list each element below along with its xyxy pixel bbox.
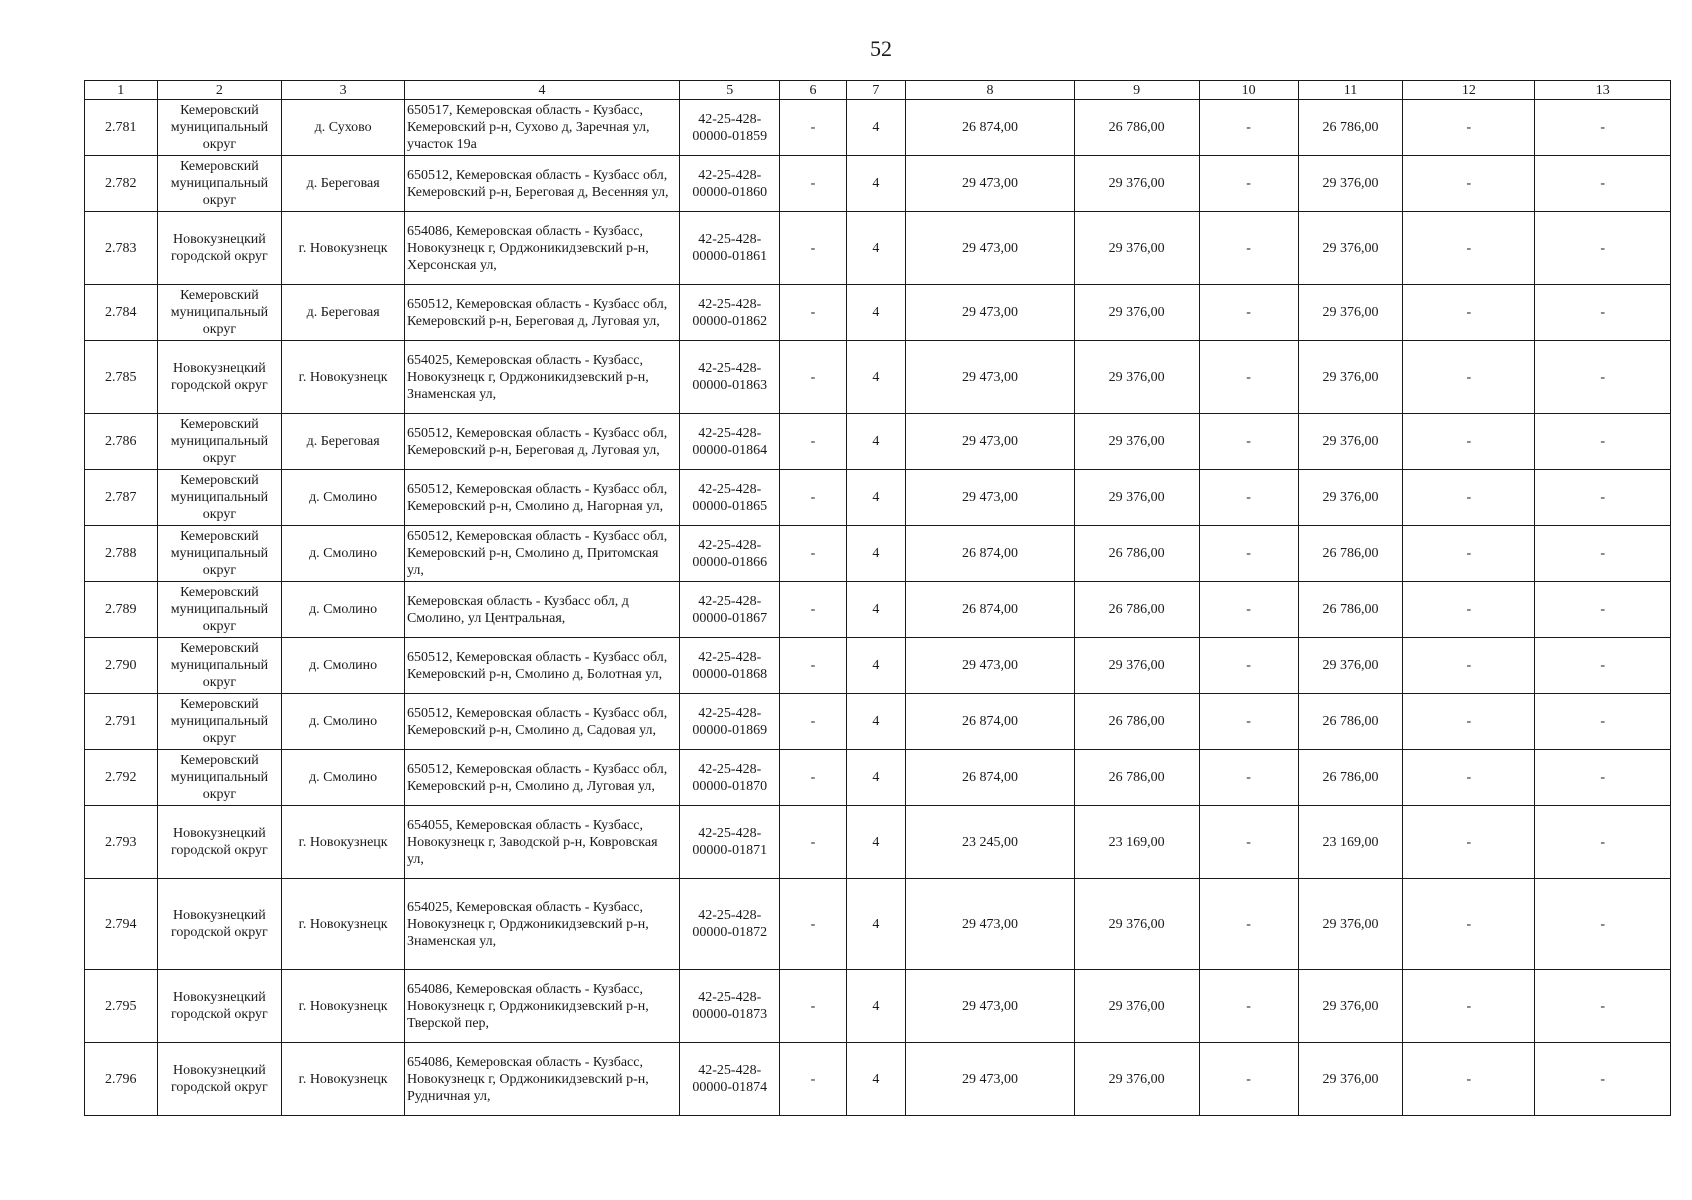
col13-cell: - — [1535, 470, 1671, 526]
col7-cell: 4 — [846, 212, 906, 285]
col6-cell: - — [780, 638, 846, 694]
col9-value-cell: 29 376,00 — [1074, 341, 1199, 414]
col10-cell: - — [1199, 806, 1298, 879]
locality-cell: д. Смолино — [282, 750, 405, 806]
row-number-cell: 2.785 — [85, 341, 158, 414]
row-number-cell: 2.788 — [85, 526, 158, 582]
col7-cell: 4 — [846, 879, 906, 970]
col11-value-cell: 29 376,00 — [1298, 970, 1403, 1043]
col7-cell: 4 — [846, 638, 906, 694]
col10-cell: - — [1199, 638, 1298, 694]
col13-cell: - — [1535, 806, 1671, 879]
row-number-cell: 2.791 — [85, 694, 158, 750]
col11-value-cell: 26 786,00 — [1298, 100, 1403, 156]
col6-cell: - — [780, 806, 846, 879]
col12-cell: - — [1403, 526, 1535, 582]
col12-cell: - — [1403, 638, 1535, 694]
code-cell: 42-25-428-00000-01872 — [680, 879, 780, 970]
col9-value-cell: 29 376,00 — [1074, 879, 1199, 970]
col7-cell: 4 — [846, 582, 906, 638]
col6-cell: - — [780, 414, 846, 470]
col11-value-cell: 26 786,00 — [1298, 694, 1403, 750]
code-cell: 42-25-428-00000-01863 — [680, 341, 780, 414]
col9-value-cell: 26 786,00 — [1074, 582, 1199, 638]
locality-cell: д. Смолино — [282, 694, 405, 750]
col8-value-cell: 29 473,00 — [906, 470, 1075, 526]
col13-cell: - — [1535, 156, 1671, 212]
district-cell: Кемеровский муниципальный округ — [157, 582, 282, 638]
table-row — [85, 341, 1671, 414]
col7-cell: 4 — [846, 285, 906, 341]
column-header: 6 — [780, 81, 846, 100]
col7-cell: 4 — [846, 806, 906, 879]
locality-cell: д. Смолино — [282, 582, 405, 638]
col12-cell: - — [1403, 879, 1535, 970]
table-row — [85, 414, 1671, 470]
address-cell: 654086, Кемеровская область - Кузбасс, Новокузнецк г, Орджоникидзевский р-н, Рудничная ул, — [404, 1043, 679, 1116]
locality-cell: г. Новокузнецк — [282, 879, 405, 970]
column-header: 9 — [1074, 81, 1199, 100]
col7-cell: 4 — [846, 1043, 906, 1116]
col8-value-cell: 29 473,00 — [906, 156, 1075, 212]
registry-table — [84, 80, 1671, 1116]
col10-cell: - — [1199, 582, 1298, 638]
col13-cell: - — [1535, 750, 1671, 806]
col6-cell: - — [780, 470, 846, 526]
locality-cell: д. Береговая — [282, 156, 405, 212]
col6-cell: - — [780, 212, 846, 285]
row-number-cell: 2.790 — [85, 638, 158, 694]
code-cell: 42-25-428-00000-01864 — [680, 414, 780, 470]
col11-value-cell: 29 376,00 — [1298, 879, 1403, 970]
code-cell: 42-25-428-00000-01862 — [680, 285, 780, 341]
col11-value-cell: 29 376,00 — [1298, 341, 1403, 414]
district-cell: Кемеровский муниципальный округ — [157, 750, 282, 806]
table-row — [85, 526, 1671, 582]
col8-value-cell: 29 473,00 — [906, 285, 1075, 341]
district-cell: Кемеровский муниципальный округ — [157, 470, 282, 526]
row-number-cell: 2.784 — [85, 285, 158, 341]
col11-value-cell: 29 376,00 — [1298, 1043, 1403, 1116]
table-row — [85, 638, 1671, 694]
code-cell: 42-25-428-00000-01874 — [680, 1043, 780, 1116]
column-header: 13 — [1535, 81, 1671, 100]
district-cell: Кемеровский муниципальный округ — [157, 694, 282, 750]
col11-value-cell: 26 786,00 — [1298, 750, 1403, 806]
col10-cell: - — [1199, 470, 1298, 526]
col13-cell: - — [1535, 100, 1671, 156]
locality-cell: д. Береговая — [282, 285, 405, 341]
row-number-cell: 2.796 — [85, 1043, 158, 1116]
col12-cell: - — [1403, 750, 1535, 806]
col13-cell: - — [1535, 1043, 1671, 1116]
col11-value-cell: 26 786,00 — [1298, 582, 1403, 638]
code-cell: 42-25-428-00000-01865 — [680, 470, 780, 526]
address-cell: 650512, Кемеровская область - Кузбасс обл, Кемеровский р-н, Береговая д, Весенняя ул, — [404, 156, 679, 212]
col6-cell: - — [780, 1043, 846, 1116]
col9-value-cell: 29 376,00 — [1074, 156, 1199, 212]
col6-cell: - — [780, 694, 846, 750]
code-cell: 42-25-428-00000-01873 — [680, 970, 780, 1043]
col6-cell: - — [780, 285, 846, 341]
col12-cell: - — [1403, 100, 1535, 156]
col7-cell: 4 — [846, 414, 906, 470]
code-cell: 42-25-428-00000-01866 — [680, 526, 780, 582]
col7-cell: 4 — [846, 970, 906, 1043]
district-cell: Кемеровский муниципальный округ — [157, 526, 282, 582]
col8-value-cell: 29 473,00 — [906, 879, 1075, 970]
col12-cell: - — [1403, 582, 1535, 638]
locality-cell: г. Новокузнецк — [282, 1043, 405, 1116]
district-cell: Новокузнецкий городской округ — [157, 806, 282, 879]
row-number-cell: 2.792 — [85, 750, 158, 806]
col9-value-cell: 29 376,00 — [1074, 212, 1199, 285]
column-header: 11 — [1298, 81, 1403, 100]
col7-cell: 4 — [846, 526, 906, 582]
address-cell: 650512, Кемеровская область - Кузбасс обл, Кемеровский р-н, Смолино д, Луговая ул, — [404, 750, 679, 806]
address-cell: 650512, Кемеровская область - Кузбасс обл, Кемеровский р-н, Береговая д, Луговая ул, — [404, 285, 679, 341]
code-cell: 42-25-428-00000-01870 — [680, 750, 780, 806]
col8-value-cell: 29 473,00 — [906, 970, 1075, 1043]
district-cell: Новокузнецкий городской округ — [157, 341, 282, 414]
address-cell: 650512, Кемеровская область - Кузбасс обл, Кемеровский р-н, Смолино д, Нагорная ул, — [404, 470, 679, 526]
column-header: 4 — [404, 81, 679, 100]
district-cell: Кемеровский муниципальный округ — [157, 100, 282, 156]
col6-cell: - — [780, 750, 846, 806]
table-row — [85, 1043, 1671, 1116]
col8-value-cell: 26 874,00 — [906, 750, 1075, 806]
col8-value-cell: 29 473,00 — [906, 212, 1075, 285]
row-number-cell: 2.786 — [85, 414, 158, 470]
col12-cell: - — [1403, 285, 1535, 341]
col13-cell: - — [1535, 638, 1671, 694]
col7-cell: 4 — [846, 694, 906, 750]
col10-cell: - — [1199, 285, 1298, 341]
page-number: 52 — [870, 36, 892, 61]
col12-cell: - — [1403, 341, 1535, 414]
address-cell: Кемеровская область - Кузбасс обл, д Смолино, ул Центральная, — [404, 582, 679, 638]
col9-value-cell: 26 786,00 — [1074, 694, 1199, 750]
col12-cell: - — [1403, 470, 1535, 526]
col8-value-cell: 26 874,00 — [906, 694, 1075, 750]
col11-value-cell: 23 169,00 — [1298, 806, 1403, 879]
col13-cell: - — [1535, 212, 1671, 285]
col7-cell: 4 — [846, 341, 906, 414]
table-row — [85, 879, 1671, 970]
col13-cell: - — [1535, 526, 1671, 582]
col11-value-cell: 29 376,00 — [1298, 156, 1403, 212]
row-number-cell: 2.793 — [85, 806, 158, 879]
col10-cell: - — [1199, 694, 1298, 750]
code-cell: 42-25-428-00000-01871 — [680, 806, 780, 879]
row-number-cell: 2.794 — [85, 879, 158, 970]
header-row — [85, 81, 1671, 100]
col8-value-cell: 26 874,00 — [906, 100, 1075, 156]
table-row — [85, 470, 1671, 526]
col13-cell: - — [1535, 414, 1671, 470]
col7-cell: 4 — [846, 100, 906, 156]
locality-cell: д. Смолино — [282, 638, 405, 694]
address-cell: 654025, Кемеровская область - Кузбасс, Новокузнецк г, Орджоникидзевский р-н, Знаменская ул, — [404, 341, 679, 414]
col11-value-cell: 29 376,00 — [1298, 638, 1403, 694]
locality-cell: г. Новокузнецк — [282, 212, 405, 285]
col8-value-cell: 26 874,00 — [906, 582, 1075, 638]
col6-cell: - — [780, 582, 846, 638]
table-row — [85, 156, 1671, 212]
col9-value-cell: 29 376,00 — [1074, 970, 1199, 1043]
col13-cell: - — [1535, 582, 1671, 638]
district-cell: Новокузнецкий городской округ — [157, 970, 282, 1043]
column-header: 2 — [157, 81, 282, 100]
address-cell: 650512, Кемеровская область - Кузбасс обл, Кемеровский р-н, Смолино д, Болотная ул, — [404, 638, 679, 694]
col9-value-cell: 29 376,00 — [1074, 470, 1199, 526]
col12-cell: - — [1403, 212, 1535, 285]
col13-cell: - — [1535, 341, 1671, 414]
code-cell: 42-25-428-00000-01867 — [680, 582, 780, 638]
col6-cell: - — [780, 879, 846, 970]
col12-cell: - — [1403, 414, 1535, 470]
col13-cell: - — [1535, 970, 1671, 1043]
column-header: 1 — [85, 81, 158, 100]
code-cell: 42-25-428-00000-01868 — [680, 638, 780, 694]
col10-cell: - — [1199, 156, 1298, 212]
col11-value-cell: 26 786,00 — [1298, 526, 1403, 582]
col10-cell: - — [1199, 212, 1298, 285]
district-cell: Новокузнецкий городской округ — [157, 212, 282, 285]
col7-cell: 4 — [846, 156, 906, 212]
row-number-cell: 2.783 — [85, 212, 158, 285]
col10-cell: - — [1199, 970, 1298, 1043]
col6-cell: - — [780, 526, 846, 582]
district-cell: Кемеровский муниципальный округ — [157, 414, 282, 470]
locality-cell: д. Смолино — [282, 470, 405, 526]
column-header: 8 — [906, 81, 1075, 100]
table-row — [85, 694, 1671, 750]
code-cell: 42-25-428-00000-01860 — [680, 156, 780, 212]
address-cell: 654086, Кемеровская область - Кузбасс, Новокузнецк г, Орджоникидзевский р-н, Тверской пер, — [404, 970, 679, 1043]
row-number-cell: 2.787 — [85, 470, 158, 526]
col6-cell: - — [780, 970, 846, 1043]
locality-cell: г. Новокузнецк — [282, 341, 405, 414]
district-cell: Кемеровский муниципальный округ — [157, 156, 282, 212]
col11-value-cell: 29 376,00 — [1298, 470, 1403, 526]
col8-value-cell: 29 473,00 — [906, 341, 1075, 414]
col9-value-cell: 26 786,00 — [1074, 100, 1199, 156]
col13-cell: - — [1535, 879, 1671, 970]
address-cell: 650517, Кемеровская область - Кузбасс, Кемеровский р-н, Сухово д, Заречная ул, участок 19а — [404, 100, 679, 156]
col12-cell: - — [1403, 970, 1535, 1043]
column-header: 5 — [680, 81, 780, 100]
row-number-cell: 2.781 — [85, 100, 158, 156]
col9-value-cell: 29 376,00 — [1074, 414, 1199, 470]
col8-value-cell: 26 874,00 — [906, 526, 1075, 582]
col12-cell: - — [1403, 694, 1535, 750]
column-header: 10 — [1199, 81, 1298, 100]
col10-cell: - — [1199, 526, 1298, 582]
locality-cell: д. Береговая — [282, 414, 405, 470]
col10-cell: - — [1199, 750, 1298, 806]
table-row — [85, 582, 1671, 638]
col9-value-cell: 26 786,00 — [1074, 750, 1199, 806]
address-cell: 650512, Кемеровская область - Кузбасс обл, Кемеровский р-н, Береговая д, Луговая ул, — [404, 414, 679, 470]
col10-cell: - — [1199, 100, 1298, 156]
address-cell: 654025, Кемеровская область - Кузбасс, Новокузнецк г, Орджоникидзевский р-н, Знаменская ул, — [404, 879, 679, 970]
column-header: 7 — [846, 81, 906, 100]
column-header: 12 — [1403, 81, 1535, 100]
locality-cell: г. Новокузнецк — [282, 806, 405, 879]
code-cell: 42-25-428-00000-01859 — [680, 100, 780, 156]
code-cell: 42-25-428-00000-01861 — [680, 212, 780, 285]
col9-value-cell: 23 169,00 — [1074, 806, 1199, 879]
district-cell: Новокузнецкий городской округ — [157, 1043, 282, 1116]
column-header: 3 — [282, 81, 405, 100]
table-row — [85, 100, 1671, 156]
col12-cell: - — [1403, 156, 1535, 212]
col11-value-cell: 29 376,00 — [1298, 414, 1403, 470]
locality-cell: г. Новокузнецк — [282, 970, 405, 1043]
col9-value-cell: 26 786,00 — [1074, 526, 1199, 582]
table-row — [85, 750, 1671, 806]
locality-cell: д. Сухово — [282, 100, 405, 156]
district-cell: Новокузнецкий городской округ — [157, 879, 282, 970]
district-cell: Кемеровский муниципальный округ — [157, 285, 282, 341]
col9-value-cell: 29 376,00 — [1074, 638, 1199, 694]
table-row — [85, 970, 1671, 1043]
table-row — [85, 806, 1671, 879]
col7-cell: 4 — [846, 750, 906, 806]
row-number-cell: 2.795 — [85, 970, 158, 1043]
address-cell: 650512, Кемеровская область - Кузбасс обл, Кемеровский р-н, Смолино д, Садовая ул, — [404, 694, 679, 750]
col10-cell: - — [1199, 879, 1298, 970]
col6-cell: - — [780, 341, 846, 414]
district-cell: Кемеровский муниципальный округ — [157, 638, 282, 694]
col10-cell: - — [1199, 1043, 1298, 1116]
address-cell: 654086, Кемеровская область - Кузбасс, Новокузнецк г, Орджоникидзевский р-н, Херсонская ул, — [404, 212, 679, 285]
col6-cell: - — [780, 100, 846, 156]
col8-value-cell: 23 245,00 — [906, 806, 1075, 879]
col8-value-cell: 29 473,00 — [906, 638, 1075, 694]
locality-cell: д. Смолино — [282, 526, 405, 582]
address-cell: 654055, Кемеровская область - Кузбасс, Новокузнецк г, Заводской р-н, Ковровская ул, — [404, 806, 679, 879]
col7-cell: 4 — [846, 470, 906, 526]
code-cell: 42-25-428-00000-01869 — [680, 694, 780, 750]
col12-cell: - — [1403, 1043, 1535, 1116]
table-row — [85, 285, 1671, 341]
col9-value-cell: 29 376,00 — [1074, 285, 1199, 341]
row-number-cell: 2.789 — [85, 582, 158, 638]
col8-value-cell: 29 473,00 — [906, 1043, 1075, 1116]
table-body — [85, 100, 1671, 1116]
col11-value-cell: 29 376,00 — [1298, 285, 1403, 341]
col10-cell: - — [1199, 341, 1298, 414]
col13-cell: - — [1535, 285, 1671, 341]
address-cell: 650512, Кемеровская область - Кузбасс обл, Кемеровский р-н, Смолино д, Притомская ул, — [404, 526, 679, 582]
col9-value-cell: 29 376,00 — [1074, 1043, 1199, 1116]
col13-cell: - — [1535, 694, 1671, 750]
table-row — [85, 212, 1671, 285]
col12-cell: - — [1403, 806, 1535, 879]
col6-cell: - — [780, 156, 846, 212]
row-number-cell: 2.782 — [85, 156, 158, 212]
col11-value-cell: 29 376,00 — [1298, 212, 1403, 285]
col8-value-cell: 29 473,00 — [906, 414, 1075, 470]
col10-cell: - — [1199, 414, 1298, 470]
